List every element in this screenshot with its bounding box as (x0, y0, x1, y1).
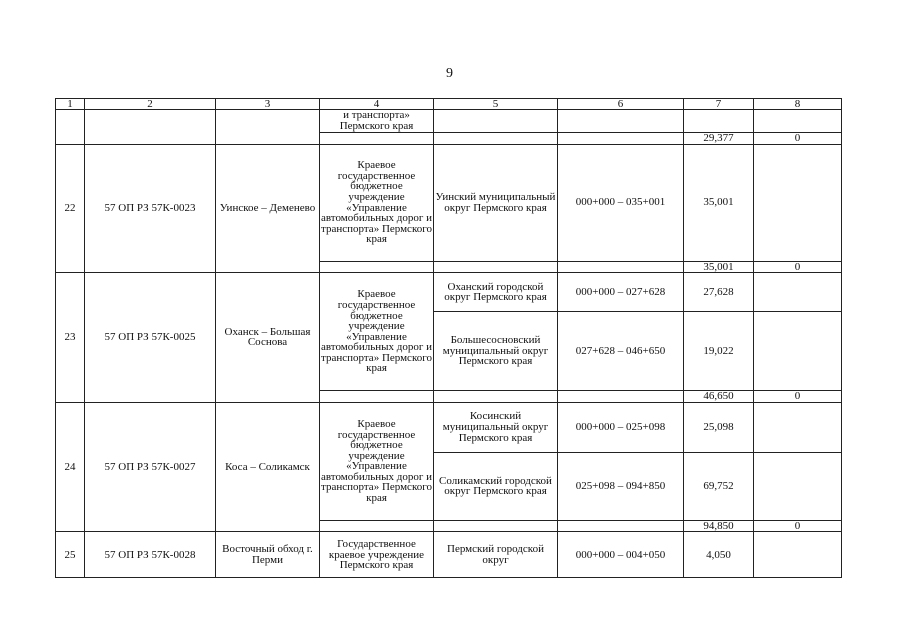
row-number-cell: 24 (56, 402, 85, 532)
organization-cell: Краевое государственное бюджетное учреждение «Управление автомобильных дорог и транспорта» Пермского края (320, 144, 434, 261)
road-code-cell: 57 ОП РЗ 57К-0025 (85, 273, 216, 403)
total-km-cell (558, 261, 684, 273)
col8-cell (754, 312, 842, 391)
length-cell: 4,050 (684, 532, 754, 578)
municipality-cell: Соликамский городской округ Пермского края (434, 452, 558, 520)
col8-cell (754, 532, 842, 578)
organization-cell: Краевое государственное бюджетное учреждение «Управление автомобильных дорог и транспорта» Пермского края (320, 273, 434, 391)
header-cell: 1 (56, 99, 85, 110)
km-range-cell: 027+628 – 046+650 (558, 312, 684, 391)
header-cell: 6 (558, 99, 684, 110)
km-range-cell: 000+000 – 035+001 (558, 144, 684, 261)
km-range-cell: 000+000 – 025+098 (558, 402, 684, 452)
total-municipality-cell (434, 391, 558, 403)
municipality-cell: Большесосновский муниципальный округ Пермского края (434, 312, 558, 391)
total-org-cell (320, 391, 434, 403)
carry-org-cell: и транспорта» Пермского края (320, 110, 434, 133)
total-km-cell (558, 391, 684, 403)
total-col8: 0 (754, 261, 842, 273)
length-cell: 19,022 (684, 312, 754, 391)
carry-over-row (56, 110, 842, 133)
col8-cell (754, 273, 842, 312)
header-cell: 8 (754, 99, 842, 110)
municipality-cell: Пермский городской округ (434, 532, 558, 578)
table-row (56, 402, 842, 452)
table-row (56, 144, 842, 261)
header-cell: 7 (684, 99, 754, 110)
total-municipality-cell (434, 261, 558, 273)
road-code-cell: 57 ОП РЗ 57К-0027 (85, 402, 216, 532)
total-km-cell (558, 520, 684, 532)
row-number-cell: 23 (56, 273, 85, 403)
total-length: 29,377 (684, 133, 754, 145)
col8-cell (754, 452, 842, 520)
page-number: 9 (446, 66, 453, 81)
total-col8: 0 (754, 391, 842, 403)
total-col8: 0 (754, 133, 842, 145)
total-org-cell (320, 261, 434, 273)
km-range-cell: 025+098 – 094+850 (558, 452, 684, 520)
header-cell: 5 (434, 99, 558, 110)
total-org-cell (320, 520, 434, 532)
header-cell: 2 (85, 99, 216, 110)
municipality-cell: Оханский городской округ Пермского края (434, 273, 558, 312)
km-range-cell: 000+000 – 004+050 (558, 532, 684, 578)
col8-cell (754, 144, 842, 261)
road-code-cell: 57 ОП РЗ 57К-0023 (85, 144, 216, 273)
road-name-cell: Оханск – Большая Соснова (216, 273, 320, 403)
road-name-cell: Уинское – Деменево (216, 144, 320, 273)
length-cell: 27,628 (684, 273, 754, 312)
carry-name-cell (216, 110, 320, 145)
carry-km-cell (558, 110, 684, 133)
carry-col8-cell (754, 110, 842, 133)
total-length: 94,850 (684, 520, 754, 532)
road-name-cell: Коса – Соликамск (216, 402, 320, 532)
total-municipality-cell (434, 520, 558, 532)
road-name-cell: Восточный обход г. Перми (216, 532, 320, 578)
length-cell: 25,098 (684, 402, 754, 452)
header-cell: 3 (216, 99, 320, 110)
km-range-cell: 000+000 – 027+628 (558, 273, 684, 312)
length-cell: 69,752 (684, 452, 754, 520)
carry-num-cell (56, 110, 85, 145)
table-row (56, 273, 842, 312)
header-row (56, 99, 842, 110)
total-col8: 0 (754, 520, 842, 532)
organization-cell: Краевое государственное бюджетное учреждение «Управление автомобильных дорог и транспорта» Пермского края (320, 402, 434, 520)
roads-table (55, 98, 842, 578)
row-number-cell: 22 (56, 144, 85, 273)
municipality-cell: Уинский муниципальный округ Пермского края (434, 144, 558, 261)
road-code-cell: 57 ОП РЗ 57К-0028 (85, 532, 216, 578)
carry-length-cell (684, 110, 754, 133)
carry-municipality-cell (434, 110, 558, 133)
total-length: 35,001 (684, 261, 754, 273)
col8-cell (754, 402, 842, 452)
municipality-cell: Косинский муниципальный округ Пермского края (434, 402, 558, 452)
length-cell: 35,001 (684, 144, 754, 261)
carry-code-cell (85, 110, 216, 145)
total-length: 46,650 (684, 391, 754, 403)
header-cell: 4 (320, 99, 434, 110)
organization-cell: Государственное краевое учреждение Пермского края (320, 532, 434, 578)
table-row (56, 532, 842, 578)
row-number-cell: 25 (56, 532, 85, 578)
